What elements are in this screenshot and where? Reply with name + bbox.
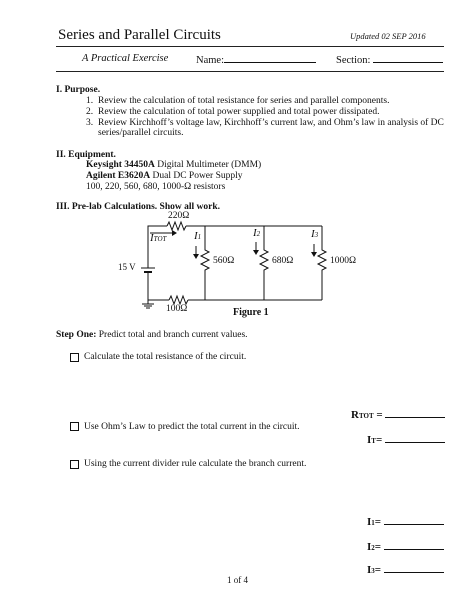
dmm-model: Keysight 34450A [86,160,155,170]
equipment-heading: II. Equipment. [56,150,116,160]
purpose-num-3: 3. [86,118,94,128]
updated-date: Updated 02 SEP 2016 [350,31,426,41]
task-checkbox-2[interactable] [70,422,79,431]
step-one-label: Step One: [56,330,97,340]
answer-rtot-blank[interactable] [385,407,445,418]
purpose-item-2: Review the calculation of total power supplied and total power dissipated. [98,107,380,117]
purpose-heading: I. Purpose. [56,85,101,95]
resistor-1000 [318,226,326,300]
wire-bottom-left [148,276,169,300]
label-220: 220Ω [168,211,190,221]
name-label: Name: [196,55,224,66]
task-2: Use Ohm’s Law to predict the total current in the circuit. [84,422,300,432]
resistor-100 [169,296,188,304]
equipment-resistors: 100, 220, 560, 680, 1000-Ω resistors [86,182,226,192]
label-source: 15 V [118,262,136,272]
label-i1: I1 [194,230,202,242]
resistor-680 [260,226,268,300]
answer-i3[interactable]: I3= [367,562,444,576]
purpose-item-1: Review the calculation of total resistance for series and parallel components. [98,96,390,106]
answer-i1-blank[interactable] [384,514,444,525]
section-label: Section: [336,55,371,66]
step-one [56,330,248,342]
page-title: Series and Parallel Circuits [58,27,221,43]
resistor-560 [201,226,209,300]
prelab-heading: III. Pre-lab Calculations. Show all work. [56,202,220,212]
purpose-num-2: 2. [86,107,94,117]
purpose-num-1: 1. [86,96,94,106]
answer-i1[interactable]: I1= [367,514,444,528]
step-one-text: Predict total and branch current values. [96,330,248,340]
task-3: Using the current divider rule calculate the branch current. [84,459,307,469]
subtitle: A Practical Exercise [82,53,169,64]
purpose-item-3: Review Kirchhoff’s voltage law, Kirchhoff’s current law, and Ohm’s law in analysis of DC [98,118,444,128]
dmm-desc: Digital Multimeter (DMM) [154,160,262,170]
task-1: Calculate the total resistance of the circuit. [84,352,247,362]
purpose-item-3-cont: series/parallel circuits. [98,128,184,138]
answer-i2-blank[interactable] [384,539,444,550]
ps-desc: Dual DC Power Supply [150,171,243,181]
figure-caption: Figure 1 [233,307,269,318]
task-checkbox-3[interactable] [70,460,79,469]
answer-rtot[interactable]: RTOT = [351,407,445,421]
answer-i2[interactable]: I2= [367,539,444,553]
label-itot: ITOT [150,232,167,244]
label-1000: 1000Ω [330,256,357,266]
answer-i3-blank[interactable] [384,562,444,573]
answer-it[interactable]: IT= [367,432,445,446]
label-560: 560Ω [213,256,235,266]
label-680: 680Ω [272,256,294,266]
answer-it-blank[interactable] [385,432,445,443]
ps-model: Agilent E3620A [86,171,151,181]
page-number: 1 of 4 [227,575,248,585]
label-100: 100Ω [166,304,188,314]
label-i2: I2 [253,227,261,239]
task-checkbox-1[interactable] [70,353,79,362]
resistor-220 [167,222,186,230]
label-i3: I3 [311,228,319,240]
